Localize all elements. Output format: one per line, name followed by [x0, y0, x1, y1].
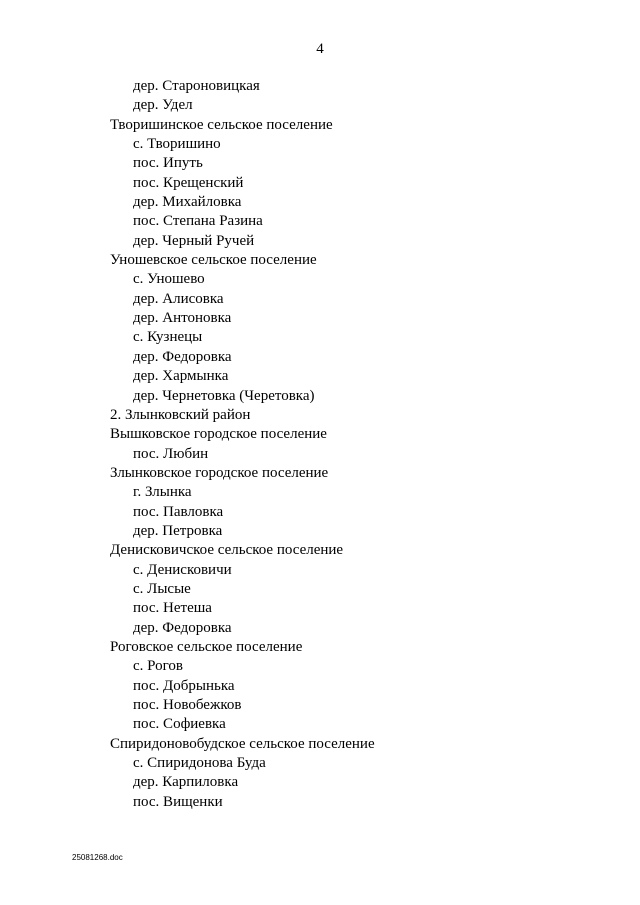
- settlement-item: дер. Антоновка: [133, 310, 232, 327]
- settlement-item: дер. Чернетовка (Черетовка): [133, 387, 315, 404]
- settlement-item: пос. Добрынька: [133, 677, 235, 694]
- section-heading: Спиридоновобудское сельское поселение: [110, 735, 375, 752]
- settlement-item: с. Творишино: [133, 136, 221, 153]
- settlement-item: с. Спиридонова Буда: [133, 755, 266, 772]
- settlement-item: дер. Староновицкая: [133, 78, 260, 94]
- settlement-item: пос. Павловка: [133, 503, 224, 520]
- settlement-item: дер. Хармынка: [133, 368, 229, 385]
- settlement-item: дер. Федоровка: [133, 348, 232, 365]
- settlement-item: с. Рогов: [133, 658, 183, 675]
- settlement-item: дер. Михайловка: [133, 194, 242, 211]
- settlement-item: с. Уношево: [133, 271, 205, 288]
- section-heading: Роговское сельское поселение: [110, 638, 303, 655]
- section-heading: Уношевское сельское поселение: [110, 252, 317, 269]
- settlement-item: пос. Нетеша: [133, 600, 212, 617]
- section-heading: Злынковское городское поселение: [110, 464, 329, 481]
- section-heading: Вышковское городское поселение: [110, 426, 327, 443]
- settlement-item: с. Денисковичи: [133, 561, 232, 578]
- section-heading: Творишинское сельское поселение: [110, 116, 333, 133]
- settlement-item: дер. Черный Ручей: [133, 232, 255, 249]
- footer-filename: 25081268.doc: [72, 853, 123, 862]
- settlement-item: пос. Ипуть: [133, 155, 203, 172]
- settlement-item: дер. Удел: [133, 97, 193, 114]
- settlement-item: с. Лысые: [133, 580, 191, 597]
- settlement-item: дер. Федоровка: [133, 619, 232, 636]
- settlement-list: [0, 77, 640, 812]
- settlement-item: дер. Петровка: [133, 522, 223, 539]
- settlement-item: пос. Новобежков: [133, 697, 242, 713]
- settlement-item: пос. Вищенки: [133, 793, 223, 810]
- settlement-item: с. Кузнецы: [133, 329, 203, 346]
- settlement-item: пос. Степана Разина: [133, 213, 263, 230]
- settlement-item: пос. Софиевка: [133, 716, 226, 733]
- section-heading: 2. Злынковский район: [110, 406, 251, 423]
- settlement-item: пос. Крещенский: [133, 174, 244, 191]
- page-number: 4: [316, 41, 324, 57]
- settlement-item: пос. Любин: [133, 445, 209, 462]
- section-heading: Денисковичское сельское поселение: [110, 542, 344, 559]
- settlement-item: дер. Карпиловка: [133, 774, 239, 791]
- settlement-item: дер. Алисовка: [133, 290, 224, 307]
- settlement-item: г. Злынка: [133, 484, 192, 501]
